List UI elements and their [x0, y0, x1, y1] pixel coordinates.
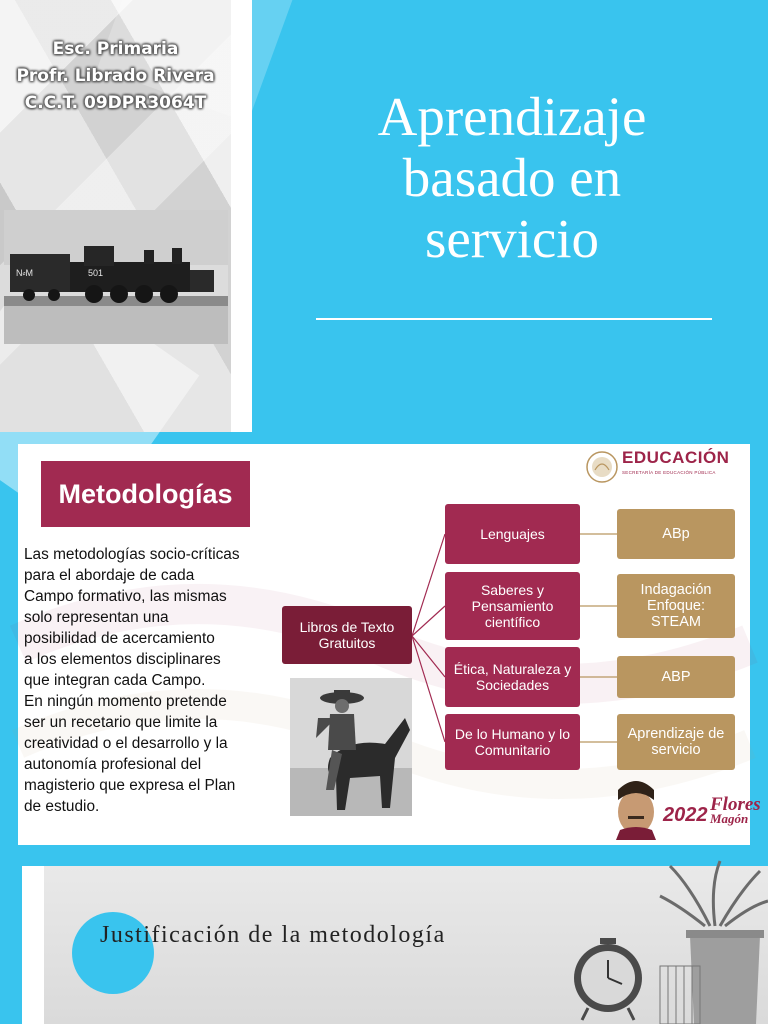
school-line-2: Profr. Librado Rivera: [16, 66, 215, 86]
title-line-1: Aprendizaje: [377, 86, 647, 147]
train-logo-text: N⸗M: [16, 268, 33, 278]
train-number-text: 501: [88, 268, 104, 278]
description-line: Campo formativo, las mismas: [24, 588, 227, 605]
school-name: [0, 36, 231, 117]
description-line: solo representan una: [24, 609, 169, 626]
description-line: creatividad o el desarrollo y la: [24, 735, 228, 752]
root-node-textbooks: Libros de Texto Gratuitos: [282, 606, 412, 664]
title-line-2: basado en: [402, 147, 622, 208]
logo-subtitle: SECRETARÍA DE EDUCACIÓN PÚBLICA: [622, 470, 716, 475]
method-node-steam: Indagación Enfoque: STEAM: [617, 574, 735, 638]
methodology-slide: [18, 444, 761, 845]
description-line: ser un recetario que limite la: [24, 714, 218, 731]
section-title: Justificación de la metodología: [100, 922, 446, 948]
field-node-lenguajes: Lenguajes: [445, 504, 580, 564]
description-line: que integran cada Campo.: [24, 672, 206, 689]
logo-title: EDUCACIÓN: [622, 448, 730, 467]
year-name-line-1: Flores: [710, 794, 761, 815]
title-underline: [316, 318, 712, 320]
connector-line: [412, 636, 445, 677]
school-line-1: Esc. Primaria: [52, 39, 179, 59]
description-line: para el abordaje de cada: [24, 567, 195, 584]
alarm-clock-icon: [574, 938, 642, 1020]
methodology-heading: Metodologías: [41, 461, 250, 527]
description-line: a los elementos disciplinares: [24, 651, 221, 668]
description-line: Las metodologías socio-críticas: [24, 546, 240, 563]
school-line-3: C.C.T. 09DPR3064T: [24, 93, 207, 113]
year-number: 2022: [663, 804, 708, 826]
desk-decor: [560, 866, 768, 1024]
school-panel: [0, 0, 231, 432]
title-line-3: servicio: [424, 208, 600, 269]
description-line: de estudio.: [24, 798, 100, 815]
method-node-abp-2: ABP: [617, 656, 735, 698]
page-title: [262, 86, 762, 269]
field-node-etica: Ética, Naturaleza y Sociedades: [445, 647, 580, 707]
field-node-humano: De lo Humano y lo Comunitario: [445, 714, 580, 770]
field-node-saberes: Saberes y Pensamiento científico: [445, 572, 580, 640]
horse-rider-photo: [290, 678, 412, 816]
year-name-line-2: Magón: [710, 811, 749, 826]
bottom-white-edge: [22, 866, 44, 1024]
description-line: posibilidad de acercamiento: [24, 630, 215, 647]
description-line: autonomía profesional del: [24, 756, 202, 773]
description-line: magisterio que expresa el Plan: [24, 777, 236, 794]
description-line: En ningún momento pretende: [24, 693, 227, 710]
vertical-divider: [231, 0, 252, 432]
method-node-servicio: Aprendizaje de servicio: [617, 714, 735, 770]
plant-pot-icon: [660, 861, 768, 926]
method-node-abp: ABp: [617, 509, 735, 559]
train-photo: [4, 210, 228, 344]
connector-line: [412, 636, 445, 742]
